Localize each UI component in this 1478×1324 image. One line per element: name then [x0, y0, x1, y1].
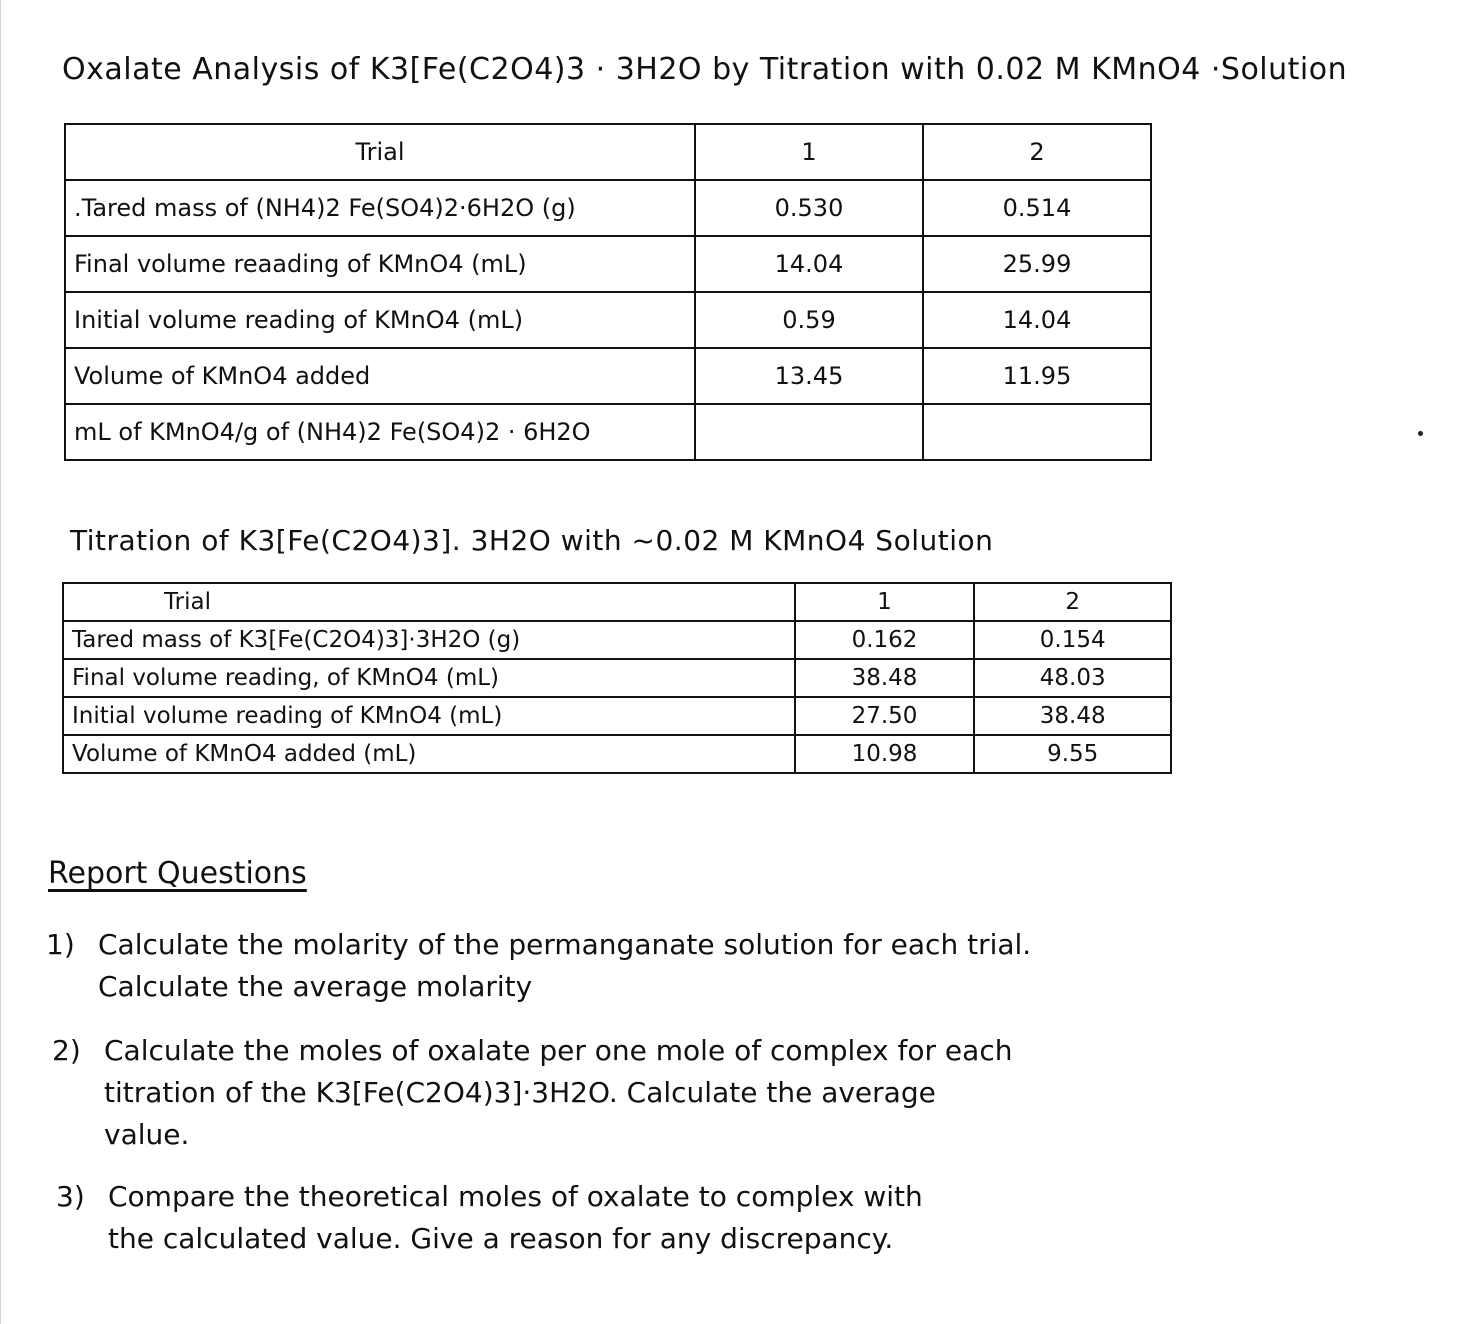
trial-1-value: 14.04	[695, 236, 923, 292]
question-text: Calculate the molarity of the permanganate solution for each trial.	[98, 928, 1032, 961]
question-line: value.	[104, 1118, 190, 1151]
trial-2-value: 14.04	[923, 292, 1151, 348]
question-number: 3)	[56, 1180, 85, 1213]
table-row	[63, 697, 1171, 735]
question-number: 1)	[46, 928, 75, 961]
row-label: Final volume reaading of KMnO4 (mL)	[65, 236, 695, 292]
table-row	[65, 180, 1151, 236]
table2-title: Titration of K3[Fe(C2O4)3]. 3H2O with ~0.02 M KMnO4 Solution	[70, 524, 994, 557]
trial-1-value: 0.530	[695, 180, 923, 236]
header-trial-1: 1	[695, 124, 923, 180]
header-trial-2: 2	[974, 583, 1171, 621]
trial-1-value: 0.59	[695, 292, 923, 348]
trial-1-value: 13.45	[695, 348, 923, 404]
trial-2-value: 38.48	[974, 697, 1171, 735]
trial-1-value	[695, 404, 923, 460]
question-text: Compare the theoretical moles of oxalate to complex with	[108, 1180, 923, 1213]
header-trial-1: 1	[795, 583, 975, 621]
row-label: .Tared mass of (NH4)2 Fe(SO4)2·6H2O (g)	[65, 180, 695, 236]
trial-2-value: 9.55	[974, 735, 1171, 773]
row-label: Tared mass of K3[Fe(C2O4)3]·3H2O (g)	[63, 621, 795, 659]
question-line	[52, 1030, 1012, 1072]
table-row	[65, 404, 1151, 460]
question-line	[56, 1176, 923, 1218]
question-line: titration of the K3[Fe(C2O4)3]·3H2O. Calculate the average	[104, 1076, 936, 1109]
question-line	[46, 924, 1031, 966]
table-header-row	[65, 124, 1151, 180]
table-row	[65, 236, 1151, 292]
question-3	[56, 1176, 923, 1260]
trial-2-value: 0.514	[923, 180, 1151, 236]
question-line: Calculate the average molarity	[98, 970, 533, 1003]
table1-title: Oxalate Analysis of K3[Fe(C2O4)3 · 3H2O by Titration with 0.02 M KMnO4 ·Solution	[62, 52, 1348, 87]
stray-pen-dot	[1418, 431, 1423, 436]
complex-titration-table	[62, 582, 1172, 774]
row-label: mL of KMnO4/g of (NH4)2 Fe(SO4)2 · 6H2O	[65, 404, 695, 460]
table-row	[63, 735, 1171, 773]
report-questions-heading: Report Questions	[48, 856, 307, 891]
table-row	[63, 659, 1171, 697]
table-row	[65, 348, 1151, 404]
header-trial-label: Trial	[63, 583, 795, 621]
trial-2-value: 25.99	[923, 236, 1151, 292]
oxalate-analysis-table	[64, 123, 1152, 461]
page-edge-line	[0, 0, 1, 1324]
trial-1-value: 27.50	[795, 697, 975, 735]
trial-2-value: 48.03	[974, 659, 1171, 697]
trial-1-value: 38.48	[795, 659, 975, 697]
row-label: Volume of KMnO4 added (mL)	[63, 735, 795, 773]
trial-1-value: 0.162	[795, 621, 975, 659]
trial-2-value: 0.154	[974, 621, 1171, 659]
trial-1-value: 10.98	[795, 735, 975, 773]
header-trial-label: Trial	[65, 124, 695, 180]
row-label: Initial volume reading of KMnO4 (mL)	[63, 697, 795, 735]
row-label: Volume of KMnO4 added	[65, 348, 695, 404]
table-header-row	[63, 583, 1171, 621]
question-number: 2)	[52, 1034, 81, 1067]
trial-2-value	[923, 404, 1151, 460]
question-text: Calculate the moles of oxalate per one mole of complex for each	[104, 1034, 1013, 1067]
question-2	[52, 1030, 1012, 1156]
row-label: Final volume reading, of KMnO4 (mL)	[63, 659, 795, 697]
row-label: Initial volume reading of KMnO4 (mL)	[65, 292, 695, 348]
table-row	[65, 292, 1151, 348]
header-trial-2: 2	[923, 124, 1151, 180]
question-line: the calculated value. Give a reason for any discrepancy.	[108, 1222, 894, 1255]
question-1	[46, 924, 1031, 1008]
table-row	[63, 621, 1171, 659]
trial-2-value: 11.95	[923, 348, 1151, 404]
